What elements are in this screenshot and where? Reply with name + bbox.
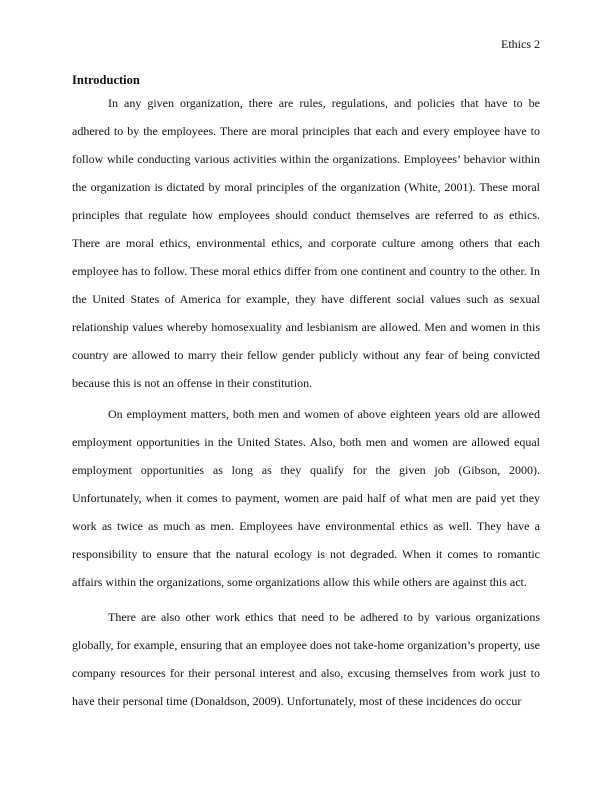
paragraph-1: In any given organization, there are rules, regulations, and policies that have to be adhered to by the employees. There are moral principles that each and every employee have to follow while conducting various activities within the organizations. Employees’ behavior within the organization is dictated by moral principles of the organization (White, 2001). These moral principles that regulate how employees should conduct themselves are referred to as ethics. There are moral ethics, environmental ethics, and corporate culture among others that each employee has to follow. These moral ethics differ from one continent and country to the other. In the United States of America for example, they have different social values such as sexual relationship values whereby homosexuality and lesbianism are allowed. Men and women in this country are allowed to marry their fellow gender publicly without any fear of being convicted because this is not an offense in their constitution. (72, 96, 540, 390)
section-heading: Introduction (72, 73, 140, 87)
running-head: Ethics 2 (501, 37, 540, 51)
paragraph-3: There are also other work ethics that need to be adhered to by various organizations globally, for example, ensuring that an employee does not take-home organization’s property, use company resources for their personal interest and also, excusing themselves from work just to have their personal time (Donaldson, 2009). Unfortunately, most of these incidences do occur (72, 610, 540, 708)
paragraph-2: On employment matters, both men and women of above eighteen years old are allowed employment opportunities in the United States. Also, both men and women are allowed equal employment opportunities as long as they qualify for the given job (Gibson, 2000). Unfortunately, when it comes to payment, women are paid half of what men are paid yet they work as twice as much as men. Employees have environmental ethics as well. They have a responsibility to ensure that the natural ecology is not degraded. When it comes to romantic affairs within the organizations, some organizations allow this while others are against this act. (72, 407, 540, 589)
